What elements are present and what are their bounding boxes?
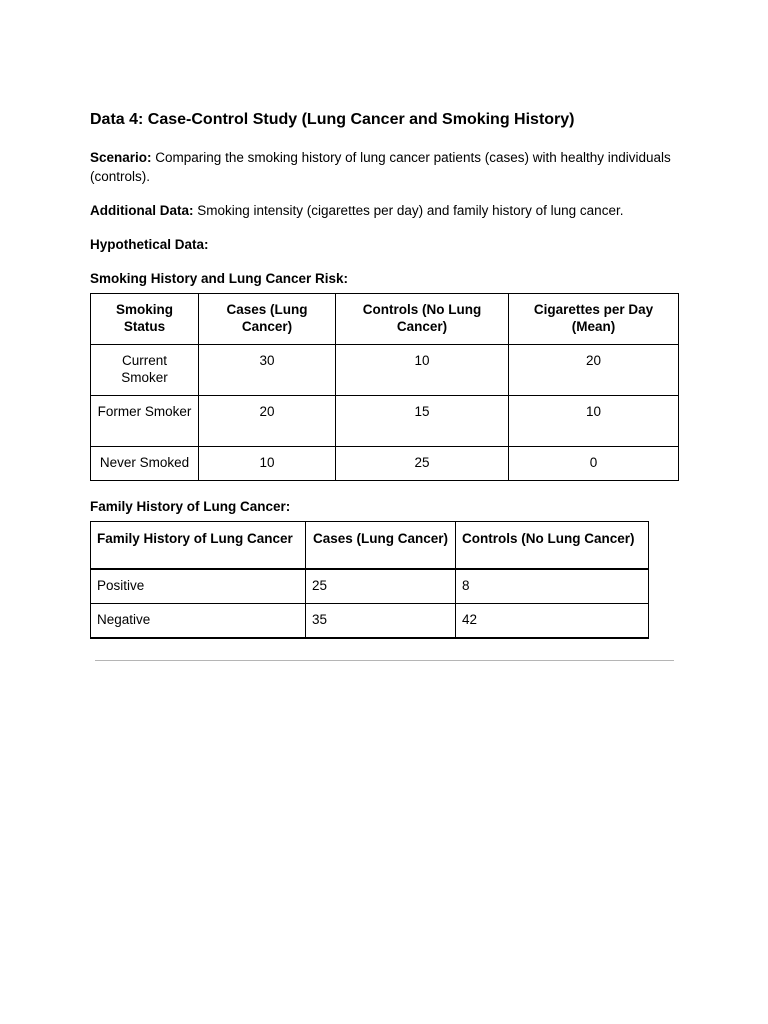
- table-cell: 15: [336, 396, 509, 447]
- scenario-label: Scenario:: [90, 150, 152, 165]
- table-row: [91, 569, 649, 604]
- col-header-family-history: Family History of Lung Cancer: [91, 522, 306, 570]
- table-cell: 10: [199, 447, 336, 481]
- table-row: [91, 447, 679, 481]
- table-row: [91, 345, 679, 396]
- table-header-row: [91, 294, 679, 345]
- col-header-controls: Controls (No Lung Cancer): [336, 294, 509, 345]
- table-cell: 25: [306, 569, 456, 604]
- hypothetical-data-heading: Hypothetical Data:: [90, 237, 209, 252]
- family-history-heading: Family History of Lung Cancer:: [90, 499, 291, 514]
- additional-data-text: Smoking intensity (cigarettes per day) and family history of lung cancer.: [193, 203, 624, 218]
- document-page: [90, 108, 680, 639]
- col-header-cigarettes: Cigarettes per Day (Mean): [509, 294, 679, 345]
- table-cell: 20: [509, 345, 679, 396]
- table-row: [91, 604, 649, 639]
- col-header-smoking-status: Smoking Status: [91, 294, 199, 345]
- smoking-table-heading: Smoking History and Lung Cancer Risk:: [90, 271, 349, 286]
- table-cell: 0: [509, 447, 679, 481]
- scenario-paragraph: [90, 148, 680, 186]
- table-cell: 35: [306, 604, 456, 639]
- table-header-row: [91, 522, 649, 570]
- table-cell: 20: [199, 396, 336, 447]
- scenario-text: Comparing the smoking history of lung cancer patients (cases) with healthy individuals (controls).: [90, 150, 671, 184]
- document-title: Data 4: Case-Control Study (Lung Cancer and Smoking History): [90, 111, 575, 128]
- table-cell: Current Smoker: [91, 345, 199, 396]
- table-cell: 25: [336, 447, 509, 481]
- table-cell: Negative: [91, 604, 306, 639]
- smoking-history-table: [90, 293, 679, 481]
- col-header-cases: Cases (Lung Cancer): [306, 522, 456, 570]
- table-cell: Never Smoked: [91, 447, 199, 481]
- additional-data-label: Additional Data:: [90, 203, 194, 218]
- table-cell: 10: [509, 396, 679, 447]
- additional-data-paragraph: [90, 201, 680, 220]
- col-header-cases: Cases (Lung Cancer): [199, 294, 336, 345]
- family-history-table: [90, 521, 649, 639]
- table-cell: Positive: [91, 569, 306, 604]
- col-header-controls: Controls (No Lung Cancer): [456, 522, 649, 570]
- table-cell: 10: [336, 345, 509, 396]
- horizontal-divider: [95, 660, 674, 661]
- table-row: [91, 396, 679, 447]
- table-cell: 30: [199, 345, 336, 396]
- table-cell: Former Smoker: [91, 396, 199, 447]
- table-cell: 42: [456, 604, 649, 639]
- table-cell: 8: [456, 569, 649, 604]
